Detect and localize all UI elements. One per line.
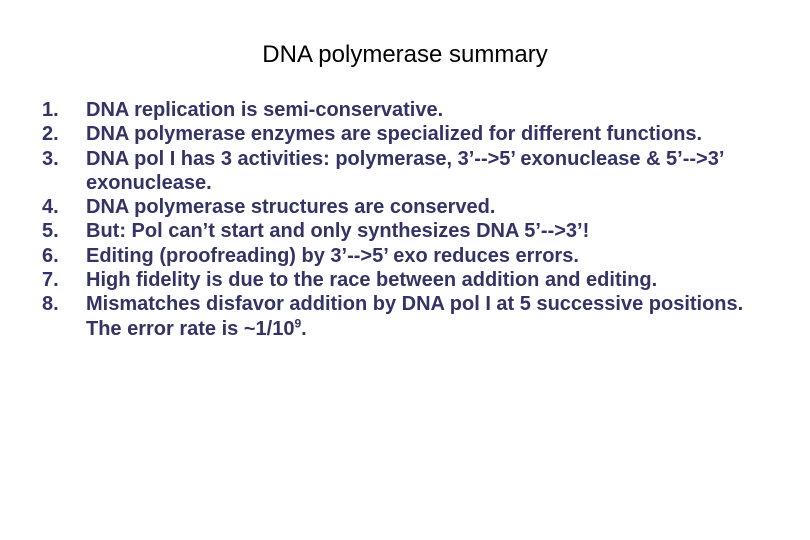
slide-title: DNA polymerase summary <box>262 41 548 68</box>
list-item-number: 8. <box>42 293 59 316</box>
list-item-number: 6. <box>42 244 59 267</box>
summary-list <box>42 98 782 341</box>
list-item-text: DNA polymerase structures are conserved. <box>86 196 496 219</box>
list-item-text: Editing (proofreading) by 3’-->5’ exo reduces errors. <box>86 244 579 267</box>
list-item-4 <box>42 195 782 219</box>
list-item-7 <box>42 268 782 292</box>
list-item-5 <box>42 219 782 243</box>
list-item-number: 7. <box>42 269 59 292</box>
list-item-text: But: Pol can’t start and only synthesizes DNA 5’-->3’! <box>86 220 590 243</box>
list-item-number: 5. <box>42 220 59 243</box>
list-item-2 <box>42 122 782 146</box>
list-item-suffix: . <box>301 317 307 340</box>
list-item-text: DNA replication is semi-conservative. <box>86 99 444 121</box>
list-item-number: 2. <box>42 123 59 146</box>
list-item-number: 3. <box>42 147 59 170</box>
list-item-number: 1. <box>42 99 59 121</box>
list-item-text: Mismatches disfavor addition by DNA pol I at 5 successive positions. The error rate is ~1/10 <box>86 293 744 340</box>
list-item-1 <box>42 98 782 122</box>
list-item-3 <box>42 147 782 196</box>
list-item-text: High fidelity is due to the race between addition and editing. <box>86 269 658 292</box>
list-item-8 <box>42 292 782 341</box>
list-item-number: 4. <box>42 196 59 219</box>
list-item-text: DNA pol I has 3 activities: polymerase, 3’-->5’ exonuclease & 5’-->3’ exonuclease. <box>86 147 724 194</box>
exponent-superscript: 9 <box>294 316 302 331</box>
list-item-text: DNA polymerase enzymes are specialized for different functions. <box>86 123 703 146</box>
list-item-6 <box>42 244 782 268</box>
